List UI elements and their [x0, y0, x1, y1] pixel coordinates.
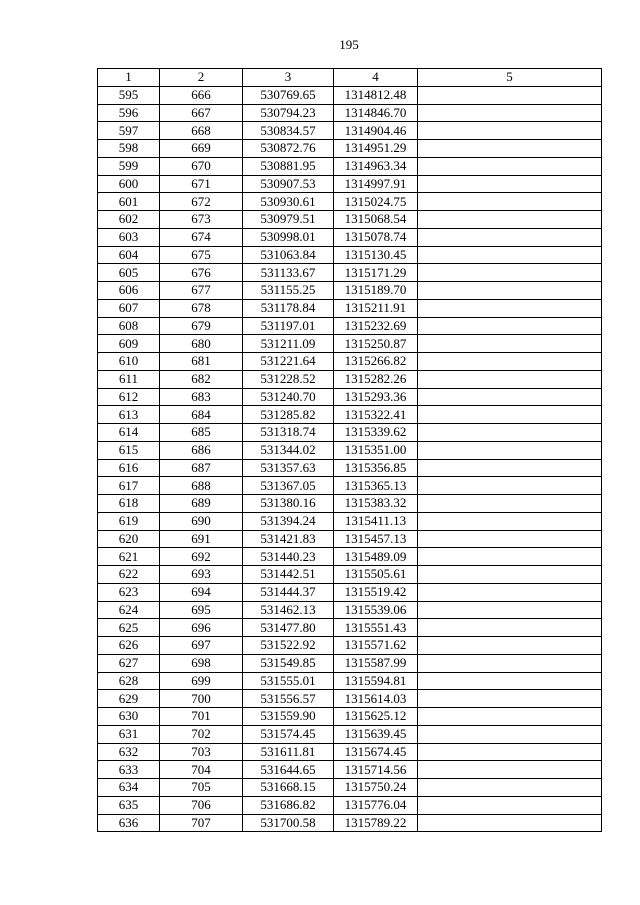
table-cell: 1315714.56: [334, 761, 418, 779]
table-cell: 666: [160, 86, 243, 104]
table-cell: 531421.83: [243, 530, 334, 548]
table-cell: [418, 743, 602, 761]
table-cell: [418, 335, 602, 353]
table-cell: 612: [98, 388, 160, 406]
table-cell: 531178.84: [243, 299, 334, 317]
table-cell: 531668.15: [243, 779, 334, 797]
table-cell: [418, 761, 602, 779]
table-cell: 597: [98, 122, 160, 140]
table-cell: 599: [98, 157, 160, 175]
table-cell: 669: [160, 140, 243, 158]
table-cell: 1315282.26: [334, 370, 418, 388]
table-cell: 608: [98, 317, 160, 335]
table-row: [98, 477, 602, 495]
table-cell: 672: [160, 193, 243, 211]
table-row: [98, 672, 602, 690]
table-cell: 706: [160, 796, 243, 814]
table-cell: 1315130.45: [334, 246, 418, 264]
table-cell: 531559.90: [243, 708, 334, 726]
table-cell: [418, 228, 602, 246]
table-cell: 701: [160, 708, 243, 726]
table-cell: 1314904.46: [334, 122, 418, 140]
table-cell: 1315211.91: [334, 299, 418, 317]
table-cell: [418, 193, 602, 211]
table-cell: 629: [98, 690, 160, 708]
table-cell: 1315365.13: [334, 477, 418, 495]
table-cell: 600: [98, 175, 160, 193]
table-cell: [418, 104, 602, 122]
table-cell: 531462.13: [243, 601, 334, 619]
table-cell: 606: [98, 282, 160, 300]
table-cell: 667: [160, 104, 243, 122]
table-cell: [418, 690, 602, 708]
table-cell: 1315024.75: [334, 193, 418, 211]
table-row: [98, 495, 602, 513]
table-row: [98, 530, 602, 548]
table-cell: [418, 779, 602, 797]
table-cell: 619: [98, 512, 160, 530]
table-row: [98, 228, 602, 246]
table-cell: [418, 122, 602, 140]
table-cell: 602: [98, 211, 160, 229]
table-cell: 595: [98, 86, 160, 104]
table-cell: 696: [160, 619, 243, 637]
table-cell: 1315171.29: [334, 264, 418, 282]
table-cell: 531644.65: [243, 761, 334, 779]
table-cell: 615: [98, 441, 160, 459]
table-row: [98, 175, 602, 193]
table-cell: 633: [98, 761, 160, 779]
table-cell: 530979.51: [243, 211, 334, 229]
table-cell: 632: [98, 743, 160, 761]
table-row: [98, 370, 602, 388]
table-cell: 682: [160, 370, 243, 388]
table-cell: [418, 814, 602, 832]
table-cell: 1315505.61: [334, 566, 418, 584]
table-row: [98, 441, 602, 459]
table-cell: 621: [98, 548, 160, 566]
table-cell: 1315625.12: [334, 708, 418, 726]
table-row: [98, 743, 602, 761]
table-cell: 531344.02: [243, 441, 334, 459]
table-cell: 531367.05: [243, 477, 334, 495]
column-header: 1: [98, 69, 160, 87]
table-cell: 604: [98, 246, 160, 264]
table-row: [98, 654, 602, 672]
table-cell: 692: [160, 548, 243, 566]
table-cell: 1315232.69: [334, 317, 418, 335]
table-cell: 705: [160, 779, 243, 797]
table-cell: 684: [160, 406, 243, 424]
table-cell: 531155.25: [243, 282, 334, 300]
table-cell: [418, 459, 602, 477]
table-cell: [418, 672, 602, 690]
table-cell: 631: [98, 725, 160, 743]
table-row: [98, 353, 602, 371]
table-cell: 1315789.22: [334, 814, 418, 832]
table-cell: 687: [160, 459, 243, 477]
table-row: [98, 779, 602, 797]
table-cell: 531380.16: [243, 495, 334, 513]
table-cell: 531133.67: [243, 264, 334, 282]
table-cell: [418, 211, 602, 229]
table-cell: [418, 370, 602, 388]
table-cell: 695: [160, 601, 243, 619]
table-cell: 676: [160, 264, 243, 282]
table-cell: 693: [160, 566, 243, 584]
table-row: [98, 512, 602, 530]
table-cell: [418, 140, 602, 158]
table-cell: [418, 495, 602, 513]
table-cell: 530794.23: [243, 104, 334, 122]
table-cell: 697: [160, 637, 243, 655]
table-cell: 634: [98, 779, 160, 797]
table-cell: 683: [160, 388, 243, 406]
table-cell: 531063.84: [243, 246, 334, 264]
table-cell: 530769.65: [243, 86, 334, 104]
table-row: [98, 211, 602, 229]
table-cell: 609: [98, 335, 160, 353]
table-cell: 1315776.04: [334, 796, 418, 814]
table-row: [98, 122, 602, 140]
table-cell: 688: [160, 477, 243, 495]
table-cell: 1315293.36: [334, 388, 418, 406]
table-cell: 624: [98, 601, 160, 619]
table-row: [98, 299, 602, 317]
table-cell: 1315750.24: [334, 779, 418, 797]
table-cell: [418, 637, 602, 655]
table-cell: 531700.58: [243, 814, 334, 832]
table-cell: 1315351.00: [334, 441, 418, 459]
table-cell: 691: [160, 530, 243, 548]
table-row: [98, 814, 602, 832]
table-cell: 531197.01: [243, 317, 334, 335]
table-cell: 616: [98, 459, 160, 477]
table-row: [98, 583, 602, 601]
table-cell: [418, 353, 602, 371]
table-cell: [418, 86, 602, 104]
table-cell: 630: [98, 708, 160, 726]
table-cell: 679: [160, 317, 243, 335]
table-cell: 603: [98, 228, 160, 246]
table-cell: [418, 548, 602, 566]
table-cell: 628: [98, 672, 160, 690]
table-body: [98, 86, 602, 832]
table-cell: 531211.09: [243, 335, 334, 353]
coordinates-table: [97, 68, 602, 832]
table-row: [98, 317, 602, 335]
table-cell: [418, 512, 602, 530]
table-cell: 635: [98, 796, 160, 814]
table-cell: 1315339.62: [334, 424, 418, 442]
table-row: [98, 406, 602, 424]
table-row: [98, 264, 602, 282]
table-cell: 531555.01: [243, 672, 334, 690]
table-row: [98, 140, 602, 158]
table-cell: 681: [160, 353, 243, 371]
table-cell: 614: [98, 424, 160, 442]
table-cell: [418, 246, 602, 264]
table-cell: 531477.80: [243, 619, 334, 637]
table-cell: 1314846.70: [334, 104, 418, 122]
column-header: 2: [160, 69, 243, 87]
table-row: [98, 761, 602, 779]
table-cell: 598: [98, 140, 160, 158]
table-cell: 618: [98, 495, 160, 513]
table-cell: 1315068.54: [334, 211, 418, 229]
table-cell: 1314997.91: [334, 175, 418, 193]
table-cell: [418, 299, 602, 317]
table-row: [98, 637, 602, 655]
table-cell: 626: [98, 637, 160, 655]
table-cell: 674: [160, 228, 243, 246]
column-header: 3: [243, 69, 334, 87]
table-cell: 531549.85: [243, 654, 334, 672]
table-cell: 596: [98, 104, 160, 122]
table-cell: 1315571.62: [334, 637, 418, 655]
table-cell: 531357.63: [243, 459, 334, 477]
table-cell: [418, 282, 602, 300]
table-cell: 671: [160, 175, 243, 193]
table-cell: 685: [160, 424, 243, 442]
table-cell: [418, 157, 602, 175]
table-cell: 694: [160, 583, 243, 601]
table-cell: [418, 654, 602, 672]
table-cell: 530881.95: [243, 157, 334, 175]
table-cell: [418, 725, 602, 743]
table-cell: 702: [160, 725, 243, 743]
table-cell: 1315489.09: [334, 548, 418, 566]
table-row: [98, 548, 602, 566]
table-cell: 686: [160, 441, 243, 459]
table-cell: 613: [98, 406, 160, 424]
table-cell: 670: [160, 157, 243, 175]
table-cell: 611: [98, 370, 160, 388]
table-cell: 699: [160, 672, 243, 690]
table-cell: [418, 317, 602, 335]
table-cell: 668: [160, 122, 243, 140]
table-cell: 531574.45: [243, 725, 334, 743]
table-row: [98, 86, 602, 104]
table-cell: 531228.52: [243, 370, 334, 388]
table-cell: 1314951.29: [334, 140, 418, 158]
table-row: [98, 690, 602, 708]
table-cell: [418, 388, 602, 406]
table-cell: 531221.64: [243, 353, 334, 371]
table-cell: [418, 566, 602, 584]
table-cell: 1315539.06: [334, 601, 418, 619]
table-cell: 678: [160, 299, 243, 317]
table-cell: 531440.23: [243, 548, 334, 566]
table-row: [98, 157, 602, 175]
table-cell: 1315189.70: [334, 282, 418, 300]
table-row: [98, 282, 602, 300]
table-cell: 1315411.13: [334, 512, 418, 530]
table-cell: 1315551.43: [334, 619, 418, 637]
column-header: 4: [334, 69, 418, 87]
table-row: [98, 335, 602, 353]
table-cell: 601: [98, 193, 160, 211]
table-cell: 627: [98, 654, 160, 672]
table-cell: [418, 583, 602, 601]
table-cell: 1315674.45: [334, 743, 418, 761]
table-cell: 1315594.81: [334, 672, 418, 690]
table-cell: 698: [160, 654, 243, 672]
table-cell: 1315639.45: [334, 725, 418, 743]
table-row: [98, 388, 602, 406]
table-cell: 1314963.34: [334, 157, 418, 175]
table-cell: 690: [160, 512, 243, 530]
table-cell: 636: [98, 814, 160, 832]
table-cell: 623: [98, 583, 160, 601]
table-cell: 622: [98, 566, 160, 584]
table-cell: [418, 530, 602, 548]
table-cell: 700: [160, 690, 243, 708]
table-cell: 707: [160, 814, 243, 832]
table-cell: 1315383.32: [334, 495, 418, 513]
table-cell: 1315250.87: [334, 335, 418, 353]
table-row: [98, 104, 602, 122]
table-cell: 530998.01: [243, 228, 334, 246]
table-cell: 607: [98, 299, 160, 317]
table-row: [98, 796, 602, 814]
table-cell: 625: [98, 619, 160, 637]
table-cell: 703: [160, 743, 243, 761]
table-cell: 673: [160, 211, 243, 229]
table-cell: 531442.51: [243, 566, 334, 584]
table-cell: [418, 441, 602, 459]
table-cell: 1315078.74: [334, 228, 418, 246]
table-row: [98, 193, 602, 211]
table-cell: 675: [160, 246, 243, 264]
table-cell: 1315457.13: [334, 530, 418, 548]
table-cell: 531686.82: [243, 796, 334, 814]
page-number: 195: [339, 37, 359, 52]
table-cell: 1315587.99: [334, 654, 418, 672]
table-cell: 531394.24: [243, 512, 334, 530]
table-cell: 1315322.41: [334, 406, 418, 424]
table-header-row: [98, 69, 602, 87]
table-cell: [418, 406, 602, 424]
table-row: [98, 566, 602, 584]
table-cell: 1315266.82: [334, 353, 418, 371]
table-cell: [418, 708, 602, 726]
table-cell: 530907.53: [243, 175, 334, 193]
table-row: [98, 424, 602, 442]
table-cell: 530930.61: [243, 193, 334, 211]
table-cell: 1315356.85: [334, 459, 418, 477]
table-cell: 1314812.48: [334, 86, 418, 104]
table-cell: 531556.57: [243, 690, 334, 708]
table-cell: 677: [160, 282, 243, 300]
table-cell: 617: [98, 477, 160, 495]
table-cell: 1315614.03: [334, 690, 418, 708]
table-row: [98, 246, 602, 264]
table-cell: 680: [160, 335, 243, 353]
table-row: [98, 601, 602, 619]
table-cell: [418, 264, 602, 282]
table-cell: 531318.74: [243, 424, 334, 442]
table-cell: [418, 796, 602, 814]
table-cell: [418, 619, 602, 637]
table-cell: 610: [98, 353, 160, 371]
table-cell: 531285.82: [243, 406, 334, 424]
table-cell: [418, 477, 602, 495]
column-header: 5: [418, 69, 602, 87]
table-cell: [418, 601, 602, 619]
table-cell: [418, 424, 602, 442]
table-row: [98, 725, 602, 743]
table-row: [98, 619, 602, 637]
table-cell: 530872.76: [243, 140, 334, 158]
table-row: [98, 459, 602, 477]
table-cell: 531611.81: [243, 743, 334, 761]
table-cell: 531522.92: [243, 637, 334, 655]
table-cell: 620: [98, 530, 160, 548]
table-cell: 531240.70: [243, 388, 334, 406]
table-cell: 605: [98, 264, 160, 282]
table-cell: 530834.57: [243, 122, 334, 140]
table-cell: [418, 175, 602, 193]
table-cell: 704: [160, 761, 243, 779]
table-cell: 1315519.42: [334, 583, 418, 601]
table-cell: 689: [160, 495, 243, 513]
table-row: [98, 708, 602, 726]
table-cell: 531444.37: [243, 583, 334, 601]
